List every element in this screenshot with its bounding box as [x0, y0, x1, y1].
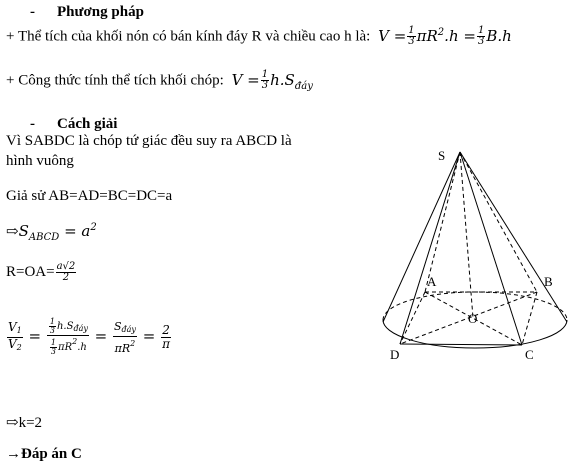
formula-pyramid-text: + Công thức tính thể tích khối chóp: — [6, 72, 224, 89]
radius-line — [6, 262, 77, 283]
answer-arrow-icon: → — [6, 446, 21, 462]
solution-title: Cách giải — [57, 116, 118, 132]
cone-edge-right — [460, 152, 567, 322]
s-abcd-line — [6, 222, 97, 243]
method-bullet: - — [30, 4, 35, 20]
solution-line2: hình vuông — [6, 153, 74, 169]
method-header — [30, 4, 144, 21]
label-A: A — [427, 274, 437, 289]
method-title: Phương pháp — [57, 4, 144, 20]
edge-SA — [425, 152, 460, 292]
solution-line1: Vì SABDC là chóp tứ giác đều suy ra ABCD là — [6, 133, 292, 149]
formula-cone-math: V = $\frac{1}{3}$ $\pi R^2.h$ = $\frac{1}{3}$ B.h — [378, 25, 512, 47]
edge-DC — [400, 344, 522, 345]
radius-fraction — [56, 262, 77, 283]
k-arrow-icon: ⇨ — [6, 415, 19, 431]
k-line — [6, 413, 42, 432]
radius-fraction-num: a√2 — [56, 261, 76, 272]
label-S: S — [438, 148, 446, 163]
solution-bullet: - — [30, 116, 35, 132]
label-O: O — [468, 311, 478, 326]
answer-text: Đáp án C — [21, 446, 82, 462]
radius-fraction-den: 2 — [62, 272, 70, 283]
formula-cone-line — [6, 26, 512, 47]
solution-assume: Giả sử AB=AD=BC=DC=a — [6, 188, 173, 204]
height-SO — [460, 152, 473, 318]
cone-edge-left — [383, 152, 460, 322]
answer-line — [6, 446, 82, 463]
solution-header — [30, 116, 117, 133]
cone-pyramid-diagram — [380, 140, 580, 365]
formula-pyramid-line — [6, 70, 313, 92]
s-abcd-arrow-icon: ⇨ — [6, 224, 19, 240]
formula-pyramid-math: V = $\frac{1}{3}$ $h.S_{đáy}$ — [231, 69, 313, 92]
edge-BC — [522, 292, 537, 345]
radius-text: R=OA= — [6, 263, 55, 280]
label-D: D — [390, 347, 400, 362]
s-abcd-math: $S_{ABCD} = a^2$ — [18, 222, 97, 243]
volume-ratio: $\frac{V_1}{V_2}$ = $\frac{1}{3}$ $h.S_{đáy}$ $\frac{1}{3}$ $\pi R^2.h$ = $\frac{S_{đáy}}{\pi R^2}$ = $\frac{2}{\pi}$ — [8, 317, 170, 356]
edge-SD — [400, 152, 460, 344]
formula-cone-text: + Thể tích của khối nón có bán kính đáy R và chiều cao h là: — [6, 28, 371, 45]
label-B: B — [544, 274, 553, 289]
label-C: C — [525, 347, 534, 362]
k-value: k=2 — [18, 415, 43, 431]
